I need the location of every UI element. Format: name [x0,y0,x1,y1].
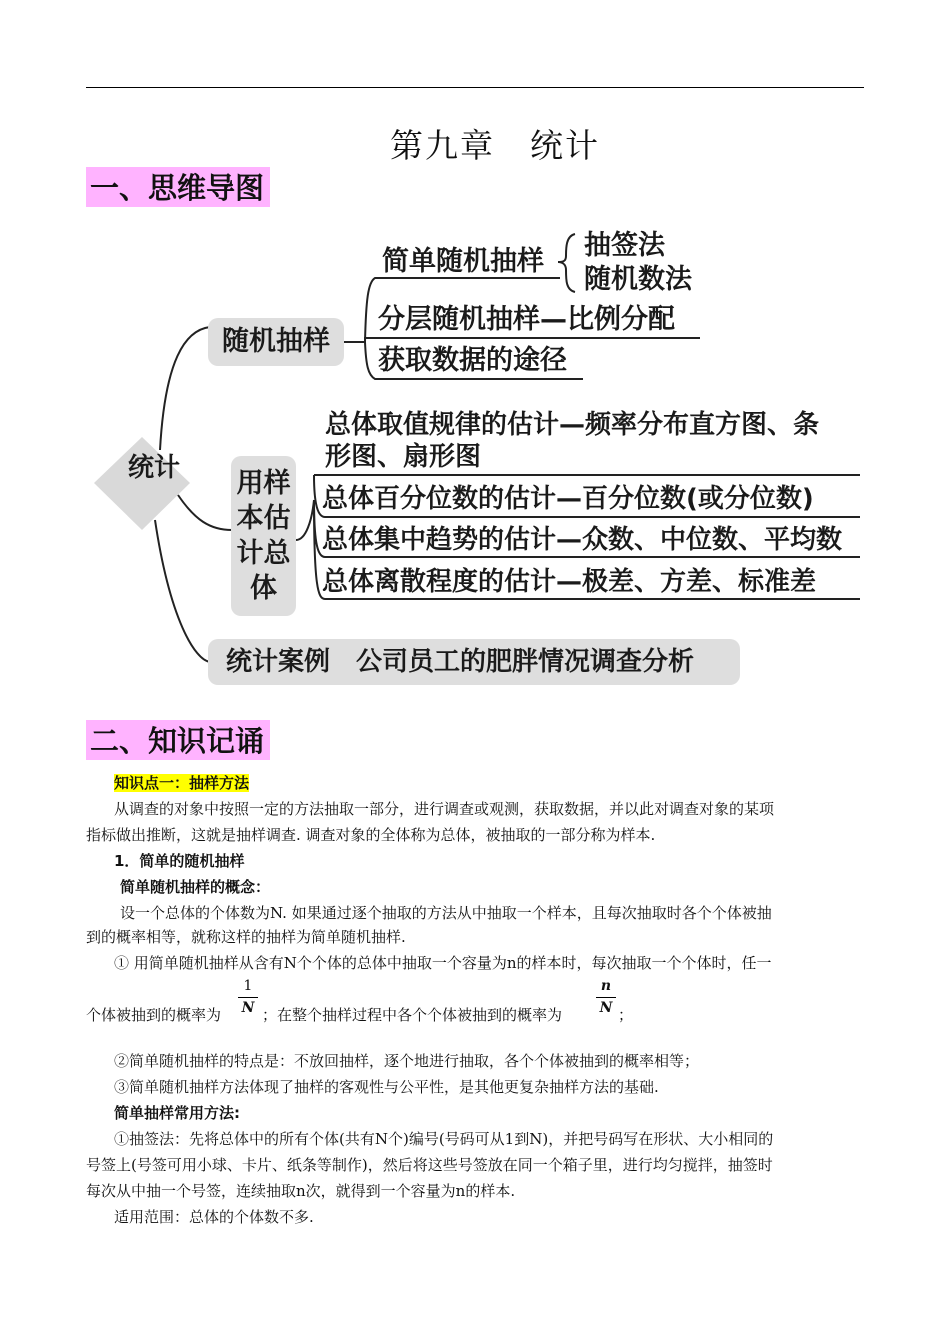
section-heading-mindmap: 一、思维导图 [86,167,270,207]
mindmap-leaf-random-number: 随机数法 [584,264,692,295]
method1-scope: 适用范围：总体的个体数不多. [114,1208,314,1226]
connector-root-branch2 [178,495,232,530]
item2: ②简单随机抽样的特点是：不放回抽样，逐个地进行抽取，各个个体被抽到的概率相等； [114,1052,700,1070]
fraction-n-over-N [596,978,616,1016]
section-heading-knowledge: 二、知识记诵 [86,720,270,760]
mindmap-item-central: 总体集中趋势的估计—众数、中位数、平均数 [322,525,843,555]
para1-line2: 指标做出推断，这就是抽样调查. 调查对象的全体称为总体，被抽取的一部分称为样本. [86,826,656,844]
mindmap-branch-case: 统计案例 公司员工的肥胖情况调查分析 [208,639,740,685]
para2-line1: 设一个总体的个体数为N. 如果通过逐个抽取的方法从中抽取一个样本，且每次抽取时各个个体被抽 [120,904,772,922]
connector-root-branch3 [155,520,210,662]
page-title: 第九章 统计 [390,126,600,165]
brace-sub1 [558,234,575,292]
branch2-line3: 计总 [236,538,291,569]
underline-sub2 [365,338,700,342]
fraction2-numerator: n [596,978,616,998]
heading-methods: 简单抽样常用方法: [114,1104,240,1122]
fraction-1-over-N [238,978,258,1016]
heading-simple-random: 1．简单的随机抽样 [114,852,245,870]
para1-line1: 从调查的对象中按照一定的方法抽取一部分，进行调查或观测，获取数据，并以此对调查对象的某项 [114,800,775,818]
branch2-line1: 用样 [236,468,291,499]
mindmap-branch-estimate [231,456,296,616]
method1-line1: ①抽签法：先将总体中的所有个体(共有N个)编号(号码可从1到N)，并把号码写在形状、大小相同的 [114,1130,774,1148]
mindmap-item-distribution-l2: 形图、扇形图 [325,442,482,472]
fraction2-denominator: N [599,1000,613,1016]
item3: ③简单随机抽样方法体现了抽样的客观性与公平性，是其他更复杂抽样方法的基础. [114,1078,659,1096]
knowledge-point-1: 知识点一：抽样方法 [114,774,250,792]
mindmap-leaf-lottery: 抽签法 [584,230,665,261]
para2-line2: 到的概率相等，就称这样的抽样为简单随机抽样. [86,928,406,946]
mindmap-sub-data-source: 获取数据的途径 [378,345,567,376]
method1-line3: 每次从中抽一个号签，连续抽取n次，就得到一个容量为n的样本. [86,1182,516,1200]
method1-line2: 号签上(号签可用小球、卡片、纸条等制作)，然后将这些号签放在同一个箱子里，进行均匀搅拌，抽签时 [86,1156,773,1174]
heading-simple-random-concept: 简单随机抽样的概念： [120,878,271,896]
fraction1-denominator: N [241,1000,255,1016]
mindmap-root-label: 统计 [128,453,181,483]
connector-root-branch1 [160,327,210,450]
mindmap-item-dispersion: 总体离散程度的估计—极差、方差、标准差 [322,567,817,597]
item1-line2c: ； [618,1006,634,1024]
branch2-line4: 体 [250,573,277,604]
mindmap-branch-random-sampling: 随机抽样 [208,318,344,366]
mindmap-sub-stratified: 分层随机抽样—比例分配 [378,304,675,335]
item1-line2a: 个体被抽到的概率为 [86,1006,222,1024]
mindmap-item-distribution-l1: 总体取值规律的估计—频率分布直方图、条 [325,410,820,440]
mindmap-sub-simple-random: 简单随机抽样 [382,246,544,277]
fraction1-numerator: 1 [238,978,258,998]
mindmap-item-percentile: 总体百分位数的估计—百分位数(或分位数) [322,484,814,514]
item1-line1: ① 用简单随机抽样从含有N个个体的总体中抽取一个容量为n的样本时，每次抽取一个个体时，任一 [114,954,772,972]
item1-line2b: ；在整个抽样过程中各个个体被抽到的概率为 [262,1006,563,1024]
branch2-line2: 本估 [236,503,291,534]
